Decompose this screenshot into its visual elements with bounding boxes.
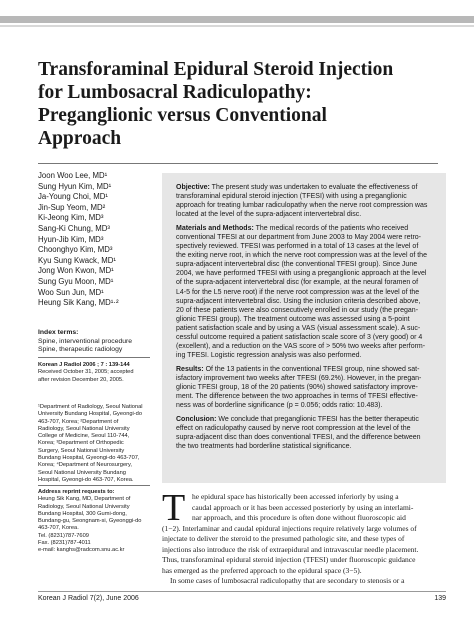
- title-line: Approach: [38, 128, 122, 149]
- affiliations: [38, 404, 158, 484]
- affiliation-line: Korea; ⁴Department of Neurosurgery,: [38, 462, 133, 469]
- author: Jin-Sup Yeom, MD²: [38, 202, 106, 212]
- abstract-line: transforaminal epidural steroid injection (TFESI) with using a preganglionic: [176, 193, 407, 201]
- abstract-heading: Results:: [176, 365, 204, 373]
- abstract-line: the exiting nerve root, in which the nerve root compression was at the level of the: [176, 252, 427, 260]
- abstract-line: of the supra-adjacent intervertebral disc (for example, at the neural foramen of: [176, 279, 419, 287]
- drop-cap: T: [162, 487, 186, 529]
- author: Choonghyo Kim, MD³: [38, 245, 113, 255]
- abstract-methods: [176, 224, 436, 233]
- body-text: [162, 492, 446, 587]
- abstract-line: 20 of these patients were also consecutively enrolled in our study (the pregan-: [176, 306, 419, 314]
- received-date: Received October 31, 2005; accepted: [38, 369, 134, 376]
- body-line: (1−2). Interlaminar and caudal epidural injections require relatively large volumes of: [162, 523, 417, 533]
- title-line: Preganglionic versus Conventional: [38, 105, 327, 126]
- correspondence-line: Bundang Hospital, 300 Gumi-dong,: [38, 510, 127, 517]
- abstract-text: We conclude that preganglionic TFESI has the better therapeutic: [216, 416, 419, 424]
- author-list: [38, 171, 153, 309]
- abstract-conclusion: [176, 415, 436, 424]
- index-term: Spine, therapeutic radiology: [38, 346, 123, 354]
- body-line: caudal approach or it has been accessed posteriorly by using an interlami-: [192, 502, 414, 512]
- author: Jong Won Kwon, MD¹: [38, 266, 114, 276]
- affiliation-line: 463-707, Korea; ²Department of: [38, 418, 119, 425]
- correspondence-line: Heung Sik Kang, MD, Department of: [38, 496, 131, 503]
- abstract-heading: Materials and Methods:: [176, 225, 254, 233]
- author: Sung Gyu Moon, MD¹: [38, 276, 114, 286]
- sidebar-divider: [38, 357, 150, 358]
- author: Woo Sun Jun, MD¹: [38, 287, 104, 297]
- abstract-heading: Conclusion:: [176, 416, 217, 424]
- abstract-line: conventional TFESI at our department from June 2003 to May 2004 were retro-: [176, 234, 421, 242]
- abstract-line: isfactory improvement two weeks after TFESI (69.2%). However, in the pregan-: [176, 374, 422, 382]
- abstract-line: located at the level of the supra-adjacent intervertebral disc.: [176, 211, 362, 219]
- header-band-thin: [0, 25, 474, 27]
- abstract-line: 2004, we have performed TFESI with using a preganglionic approach at the level: [176, 270, 427, 278]
- email-address: e-mail: kanghs@radcom.snu.ac.kr: [38, 547, 125, 554]
- abstract-line: (excellent), and a reduction on the VAS score of > 50% two weeks after perform-: [176, 342, 426, 350]
- correspondence: [38, 489, 158, 555]
- abstract-box: [162, 173, 446, 483]
- abstract-line: patient satisfaction scale and by using a VAS (visual assessment scale). A suc-: [176, 324, 421, 332]
- body-line: he epidural space has historically been accessed inferiorly by using a: [192, 492, 399, 501]
- abstract-line: ing TFESI. Logistic regression analysis was also performed.: [176, 351, 362, 359]
- abstract-heading: Objective:: [176, 184, 210, 191]
- citation-info: [38, 362, 156, 384]
- abstract-line: L4-5 for the L5 nerve root) if the nerve root compression was at the level of the: [176, 288, 420, 296]
- index-terms: [38, 329, 158, 355]
- abstract-line: ment. The difference between the two approaches in terms of TFESI effective-: [176, 393, 418, 401]
- correspondence-line: Fax. (8231)787-4011: [38, 540, 91, 547]
- abstract-line: effect on radiculopathy caused by nerve root compression at the level of the: [176, 425, 411, 433]
- abstract-line: the two treatments had borderline statistical significance.: [176, 443, 352, 451]
- body-line: nar approach, and this procedure is often done without fluoroscopic aid: [192, 513, 406, 522]
- body-line: Thus, transforaminal epidural steroid injection (TFESI) under fluoroscopic guidance: [162, 555, 416, 564]
- journal-reference: Korean J Radiol 2006 ; 7 : 139-144: [38, 362, 130, 368]
- body-line: has emerged as the preferred approach to the epidural space (3−5).: [162, 565, 362, 575]
- title-line: for Lumbosacral Radiculopathy:: [38, 82, 312, 103]
- abstract-objective: [176, 183, 436, 192]
- correspondence-line: Bundang-gu, Seongnam-si, Gyeonggi-do: [38, 518, 142, 525]
- affiliation-line: Seoul National University Bundang: [38, 469, 126, 476]
- affiliation-line: Surgery, Seoul National University: [38, 447, 125, 454]
- affiliation-line: College of Medicine, Seoul 110-744,: [38, 433, 130, 440]
- abstract-text: The medical records of the patients who received: [253, 225, 409, 233]
- affiliation-line: Hospital, Gyeongi-do 463-707, Korea.: [38, 476, 134, 483]
- abstract-line: supra-adjacent disc than does conventional TFESI, and the difference between: [176, 434, 421, 442]
- correspondence-line: Tel. (8231)787-7609: [38, 532, 89, 539]
- affiliation-line: ¹Department of Radiology, Seoul National: [38, 404, 143, 410]
- footer-journal: Korean J Radiol 7(2), June 2006: [38, 595, 139, 602]
- correspondence-heading: Address reprint requests to:: [38, 489, 115, 495]
- author: Ki-Jeong Kim, MD³: [38, 213, 104, 223]
- author: Ja-Young Choi, MD¹: [38, 192, 108, 202]
- sidebar-divider: [38, 485, 150, 486]
- abstract-text: Of the 13 patients in the conventional TFESI group, nine showed sat-: [203, 365, 420, 373]
- affiliation-line: Bundang Hospital, Gyeongi-do 463-707,: [38, 455, 140, 462]
- affiliation-line: Radiology, Seoul National University: [38, 425, 130, 432]
- page-number: 139: [434, 595, 446, 602]
- body-line: injectate to deliver the steroid to the presumed pathologic site, and these types of: [162, 534, 405, 543]
- author: Hyun-Jib Kim, MD³: [38, 234, 104, 244]
- affiliation-line: Korea; ³Department of Orthopedic: [38, 440, 124, 447]
- index-term: Spine, interventional procedure: [38, 337, 133, 345]
- abstract-line: supra-adjacent intervertebral disc (the conventional TFESI group). Since June: [176, 261, 418, 269]
- abstract-results: [176, 365, 436, 374]
- article-title: [38, 58, 458, 150]
- author: Heung Sik Kang, MD¹·²: [38, 298, 119, 308]
- body-line: In some cases of lumbosacral radiculopathy that are secondary to stenosis or a: [170, 576, 405, 585]
- abstract-line: spectively reviewed. TFESI was performed in a total of 13 cases at the level of: [176, 243, 419, 251]
- header-band: [0, 16, 474, 23]
- author: Joon Woo Lee, MD¹: [38, 171, 108, 180]
- title-line: Transforaminal Epidural Steroid Injection: [38, 59, 394, 80]
- abstract-line: approach for treating lumbar radiculopathy when the nerve root compression was: [176, 202, 428, 210]
- affiliation-line: University Bundang Hospital, Gyeongi-do: [38, 411, 143, 418]
- body-line: injections also introduce the risk of extraepidural and intravascular needle placement.: [162, 544, 419, 554]
- correspondence-line: Radiology, Seoul National University: [38, 503, 130, 510]
- author: Sung Hyun Kim, MD¹: [38, 181, 112, 191]
- revision-date: after revision December 20, 2005.: [38, 376, 124, 383]
- abstract-line: glionic TFESI group). The treatment outcome was assessed using a 5-point: [176, 315, 410, 323]
- correspondence-line: 463-707, Korea.: [38, 525, 79, 532]
- abstract-line: cessful outcome required a patient satisfaction scale score of 3 (very good) or 4: [176, 333, 423, 341]
- title-divider: [38, 163, 438, 164]
- abstract-line: supra-adjacent intervertebral disc. Using the inclusion criteria described above,: [176, 297, 421, 305]
- abstract-line: ness was of borderline significance (p = 0.056; odds ratio: 10.483).: [176, 402, 383, 410]
- author: Sang-Ki Chung, MD³: [38, 223, 110, 233]
- footer-divider: [38, 591, 446, 592]
- author: Kyu Sung Kwack, MD¹: [38, 255, 116, 265]
- index-terms-heading: Index terms:: [38, 329, 79, 336]
- abstract-text: The present study was undertaken to evaluate the effectiveness of: [209, 184, 418, 191]
- abstract-line: glionic TFESI group, 18 of the 20 patients (90%) showed satisfactory improve-: [176, 383, 418, 391]
